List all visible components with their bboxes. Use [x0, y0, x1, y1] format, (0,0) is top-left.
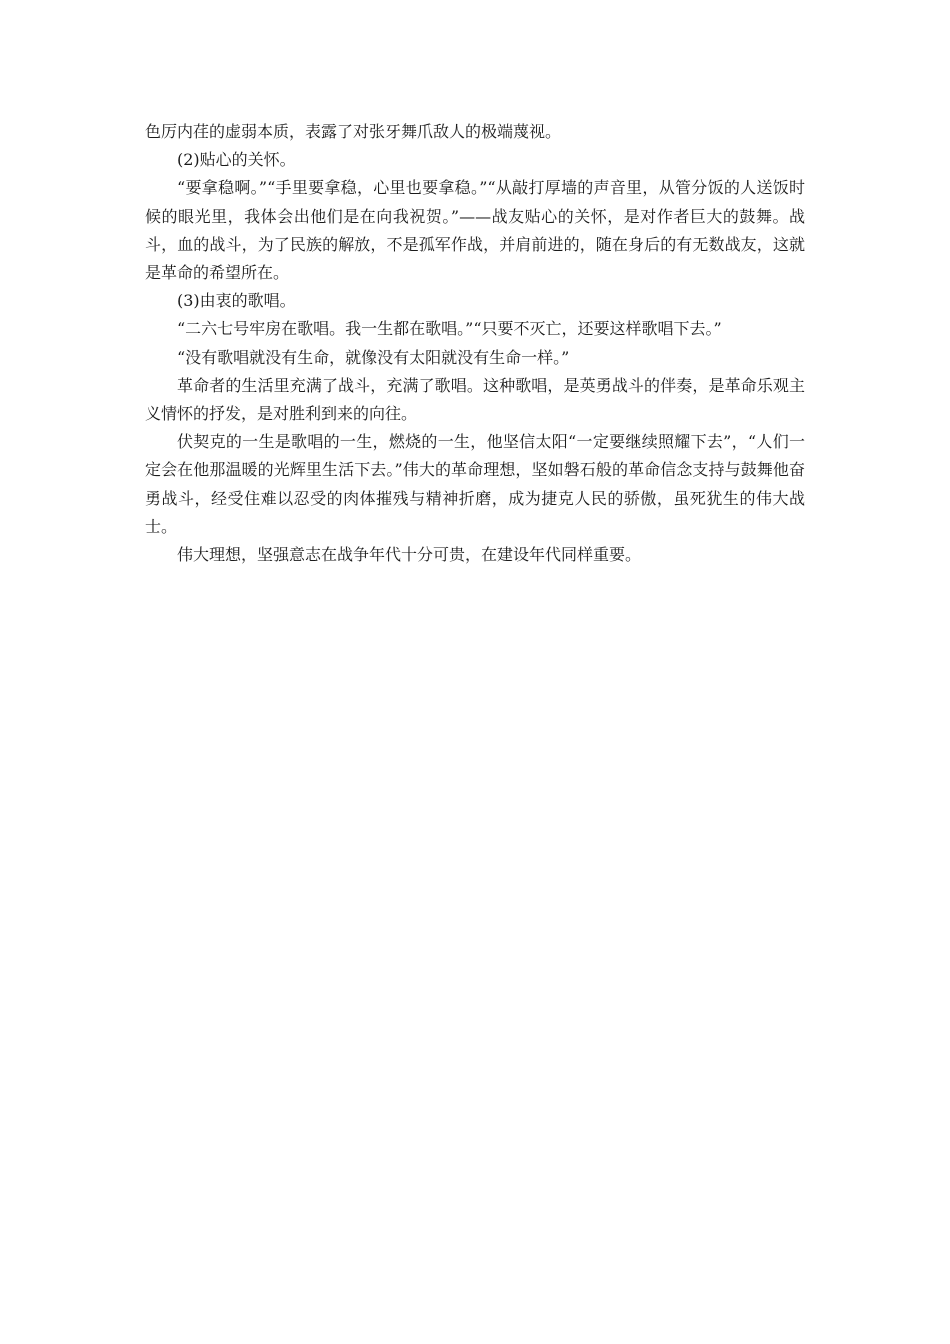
paragraph-5: “二六七号牢房在歌唱。我一生都在歌唱。”“只要不灭亡，还要这样歌唱下去。”: [177, 319, 722, 339]
document-body: [145, 118, 805, 569]
paragraph-9: 伟大理想，坚强意志在战争年代十分可贵，在建设年代同样重要。: [177, 545, 642, 565]
paragraph-3: “要拿稳啊。”“手里要拿稳，心里也要拿稳。”“从敲打厚墙的声音里，从管分饭的人送饭时候的眼光里，我体会出他们是在向我祝贺。”——战友贴心的关怀，是对作者巨大的鼓舞。战斗，血的战斗，为了民族的解放，不是孤军作战，并肩前进的，随在身后的有无数战友，这就是革命的希望所在。: [145, 178, 805, 283]
paragraph-1: 色厉内荏的虚弱本质，表露了对张牙舞爪敌人的极端蔑视。: [145, 122, 562, 141]
paragraph-8: 伏契克的一生是歌唱的一生，燃烧的一生，他坚信太阳“一定要继续照耀下去”，“人们一定会在他那温暖的光辉里生活下去。”伟大的革命理想，坚如磐石般的革命信念支持与鼓舞他奋勇战斗，经受住难以忍受的肉体摧残与精神折磨，成为捷克人民的骄傲，虽死犹生的伟大战士。: [145, 432, 805, 536]
paragraph-6: “没有歌唱就没有生命，就像没有太阳就没有生命一样。”: [177, 347, 570, 367]
paragraph-7: 革命者的生活里充满了战斗，充满了歌唱。这种歌唱，是英勇战斗的伴奏，是革命乐观主义情怀的抒发，是对胜利到来的向往。: [145, 375, 805, 424]
section-heading-3: (3)由衷的歌唱。: [177, 291, 296, 311]
section-heading-2: (2)贴心的关怀。: [177, 150, 296, 170]
